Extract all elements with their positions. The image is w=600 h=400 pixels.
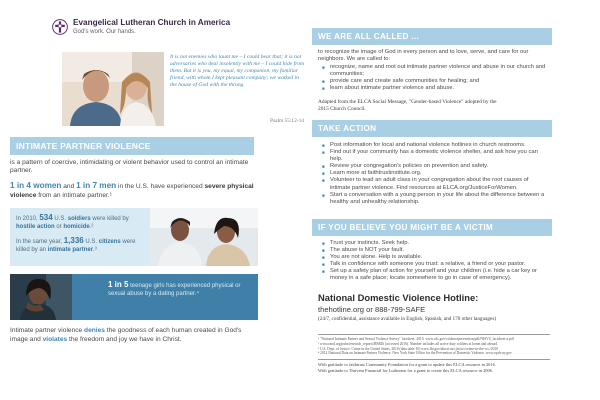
soldiers-stat [16,214,138,231]
psalm-reference: Psalm 55:12-14 [270,118,304,124]
called-intro: to recognize the image of God in every person and to love, serve, and care for our neighbors. We are called to: [318,49,529,63]
footnote: ³ U.S. Dept. of Justice. Crime in the United States, 2010 (data table 10) www.fbi.gov/about-us/cjis/ucr/crime-in-the-u.s./2010 [318,346,498,351]
stat-women-men [10,182,258,200]
soldiers-hostile: hostile action [16,223,55,230]
soldiers-pre: In 2010, [16,216,40,222]
list-item: ■ The abuse is NOT your fault. [322,247,550,254]
teen-number: 1 in 5 [108,280,129,289]
list-item: ■ Post information for local and national violence hotlines in church restrooms. [322,142,550,149]
list-item: ■ provide care and create safe communities for healing; and [322,78,550,85]
footnote: ⁴ 2012 National Data on Intimate Partner Violence. New York State Office for the Prevention of Domestic Violence. www.opdv.ny.gov [318,351,512,356]
soldiers-number: 534 [39,213,53,222]
footnote: ¹ "National Intimate Partner and Sexual Violence Survey" factsheet, 2010. www.cdc.gov/violenceprevention/pdf/NISVS_factsheet-a.pdf [318,337,514,341]
soldiers-mid1: U.S. [52,216,68,222]
soldiers-homicide: homicide [63,223,90,230]
gratitude-note: With gratitude to Thrivent Financial for Lutherans for a grant to create this ELCA resource in 2006. [318,368,493,373]
list-item: ■ learn about intimate partner violence and abuse. [322,85,550,92]
hotline-title: National Domestic Violence Hotline: [318,292,479,303]
footnote: ² www.rand.org/pubs/research_reports/RR826 (accessed 2016). Number includes all active duty soldiers at home and abroad. [318,341,498,346]
victim-list [322,240,550,283]
citizens-word: citizens [98,239,121,246]
elca-cross-icon [52,19,68,35]
org-tagline: God's work. Our hands. [73,29,136,35]
hotline-note: (24/7, confidential, assistance available in English, Spanish, and 170 other languages) [318,316,497,322]
list-item: ■ recognize, name and root out intimate partner violence and abuse in our church and communities; [322,64,550,78]
citizens-pre: In the same year, [16,239,64,246]
adopted-note: Adapted from the ELCA Social Message, "Gender-based Violence" adopted by the 2015 Church Council. [318,99,497,112]
teen-stat [108,281,252,298]
closing-text [10,327,258,344]
victim-heading: IF YOU BELIEVE YOU MIGHT BE A VICTIM [312,219,552,236]
stat-and: and [61,183,77,190]
list-item: ■ Find out if your community has a domestic violence shelter, and ask how you can help. [322,149,550,163]
couple-photo [62,52,164,126]
ipv-definition: is a pattern of coercive, intimidating or violent behavior used to control an intimate partner. [10,159,249,175]
soldiers-word: soldiers [67,216,91,222]
footnotes [318,337,550,356]
stat-rest: in the U.S. have experienced [116,183,205,190]
list-item: ■ Start a conversation with a young person in your life about the difference between a healthy and unhealthy relationship. [322,192,550,206]
photo-quote-block [52,52,306,128]
soldiers-text [16,214,138,254]
teen-girl-photo [10,274,72,320]
soldiers-end: .² [89,223,94,230]
citizens-end: .³ [93,246,97,253]
stat-bold: severe physical violence [10,183,254,199]
stat-men: 1 in 7 men [76,181,117,190]
closing-mid: the goodness of each human created in God's image and [10,327,242,343]
divider [318,359,550,360]
stat-women: 1 in 4 women [10,181,62,190]
teen-description: teenage girls has experienced physical or sexual abuse by a dating partner.⁴ [108,283,241,297]
called-heading: WE ARE ALL CALLED ... [312,28,552,45]
gratitude-note: With gratitude to faithtrust Community Foundation for a grant to update this ELCA resource in 2016. [318,362,496,367]
list-item: ■ Trust your instincts. Seek help. [322,240,550,247]
soldiers-mid2: were killed by [90,216,129,222]
list-item: ■ Volunteer to lead an adult class in your congregation about the root causes of intimate partner violence. Find resources at ELCA.org/JusticeForWomen. [322,177,550,191]
citizens-stat [16,237,138,254]
citizens-number: 1,336 [63,236,84,246]
closing-violates: violates [42,335,68,343]
soldiers-mid3: or [54,223,64,230]
list-item: ■ You are not alone. Help is available. [322,254,550,261]
hotline-contact: thehotline.org or 888-799-SAFE [318,305,426,314]
list-item: ■ Set up a safety plan of action for yourself and your children (i.e. hide a car key or money in a safe place; locate somewhere to go in case of emergency). [322,268,550,282]
left-column [52,18,306,128]
closing-pre: Intimate partner violence [10,327,85,334]
ipv-heading: INTIMATE PARTNER VIOLENCE [10,137,254,155]
header [52,18,306,40]
stat-end: from an intimate partner.¹ [36,191,112,199]
list-item: ■ Review your congregation's policies on prevention and safety. [322,163,550,170]
psalm-quote: It is not enemies who taunt me – I could bear that; it is not adversaries who deal insolently with me – I could hide from them. But it is you, my equal, my companion, my familiar friend, with whom I kept pleasant company; we walked in the house of God with the throng. [170,54,305,89]
list-item: ■ Learn more at faithtrustinstitute.org. [322,170,550,177]
list-item: ■ Talk in confidence with someone you trust: a relative, a friend or your pastor. [322,261,550,268]
citizens-partner: intimate partner [47,246,94,253]
closing-denies: denies [84,327,105,334]
action-list [322,142,550,206]
citizens-mid1: U.S. [83,239,99,246]
closing-end: the freedom and joy we have in Christ. [67,335,182,343]
action-heading: TAKE ACTION [312,120,552,137]
called-list [322,64,550,92]
couple-argument-photo [150,208,258,266]
divider [318,334,550,335]
citizens-mid2: were killed by an [16,239,136,253]
org-name: Evangelical Lutheran Church in America [73,18,231,27]
